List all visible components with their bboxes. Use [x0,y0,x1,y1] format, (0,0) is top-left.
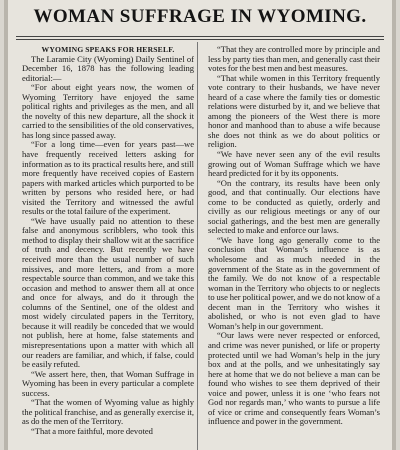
paragraph: “For about eight years now, the women of Wyoming Territory have enjoyed the same political rights and privileges as the men, and all the novelty of this new departure, all the shock it carried to the sensibilities of the old conservatives, has long since passed away. [22,82,194,140]
paragraph: The Laramie City (Wyoming) Daily Sentinel of December 16, 1878 has the following leading editorial:— [22,53,194,83]
article-subhead: WYOMING SPEAKS FOR HERSELF. [41,45,175,54]
headline-rule-bottom [16,39,384,40]
left-column [22,45,194,436]
paragraph: “We have long ago generally come to the conclusion that Woman’s influence is as wholesome and as much needed in the government of the State as in the government of the family. We do not know of a respectable woman in the Territory who objects to or neglects to use her political power, and we do not know of a decent man in the Territory who wishes it abolished, or who is not even glad to have Woman’s help in our government. [208,234,380,331]
page-edge-right [392,0,396,450]
paragraph: “We have usually paid no attention to these false and anonymous scribblers, who took this method to display their shallow wit at the sacrifice of truth and decency. But recently we have received more than the usual number of such missives, and more letters, and from a more respectable source than common, and we take this occasion and method to answer them all at once and once for always, and do it through the columns of the Sentinel, one of the oldest and most widely circulated papers in the Territory, because it will readily be conceded that we would not publish, here at home, false statements and misrepresentations upon a matter with which all our readers are familiar, and which, if false, could be easily refuted. [22,215,194,370]
newspaper-page [4,0,396,450]
headline-rule-top [16,36,384,37]
paragraph: “We assert here, then, that Woman Suffrage in Wyoming has been in every particular a complete success. [22,368,194,398]
paragraph: “Our laws were never respected or enforced, and crime was never punished, or life or property protected until we had Woman’s help in the jury box and at the polls, and we unhesitatingly say here at home that we do not believe a man can be found who wishes to see them deprived of their voice and power, unless it is one ‘who fears not God nor regards man,’ who wants to pursue a life of vice or crime and consequently fears Woman’s influence and power in the government. [208,330,380,427]
paragraph: “That while women in this Territory frequently vote contrary to their husbands, we have never heard of a case where the family ties or domestic relations were disturbed by it, and we believe that among the pioneers of the West there is more honor and manhood than to abuse a wife because she does not think as we do about politics or religion. [208,72,380,150]
page-edge-left [4,0,8,450]
paragraph: “That a more faithful, more devoted [31,425,153,436]
paragraph: “That the women of Wyoming value as highly the political franchise, and as generally exercise it, as do the men of the Territory. [22,397,194,427]
column-divider [197,42,198,450]
right-column [208,45,380,427]
paragraph: “That they are controlled more by principle and less by party ties than men, and generally cast their votes for the best men and best measures. [208,44,380,74]
paragraph: “For a long time—even for years past—we have frequently received letters asking for information as to its practical results here, and still more frequently have received copies of Eastern papers with marked articles which purported to be written by persons who resided here, or had visited the Territory and witnessed the awful results or the total failure of the experiment. [22,139,194,217]
paragraph: “We have never seen any of the evil results growing out of Woman Suffrage which we have heard predicted for it by its opponents. [208,149,380,179]
paragraph: “On the contrary, its results have been only good, and that continually. Our elections have come to be conducted as quietly, orderly and civilly as our religious meetings or any of our social gatherings, and the best men are generally selected to make and enforce our laws. [208,177,380,236]
headline: WOMAN SUFFRAGE IN WYOMING. [33,6,367,27]
